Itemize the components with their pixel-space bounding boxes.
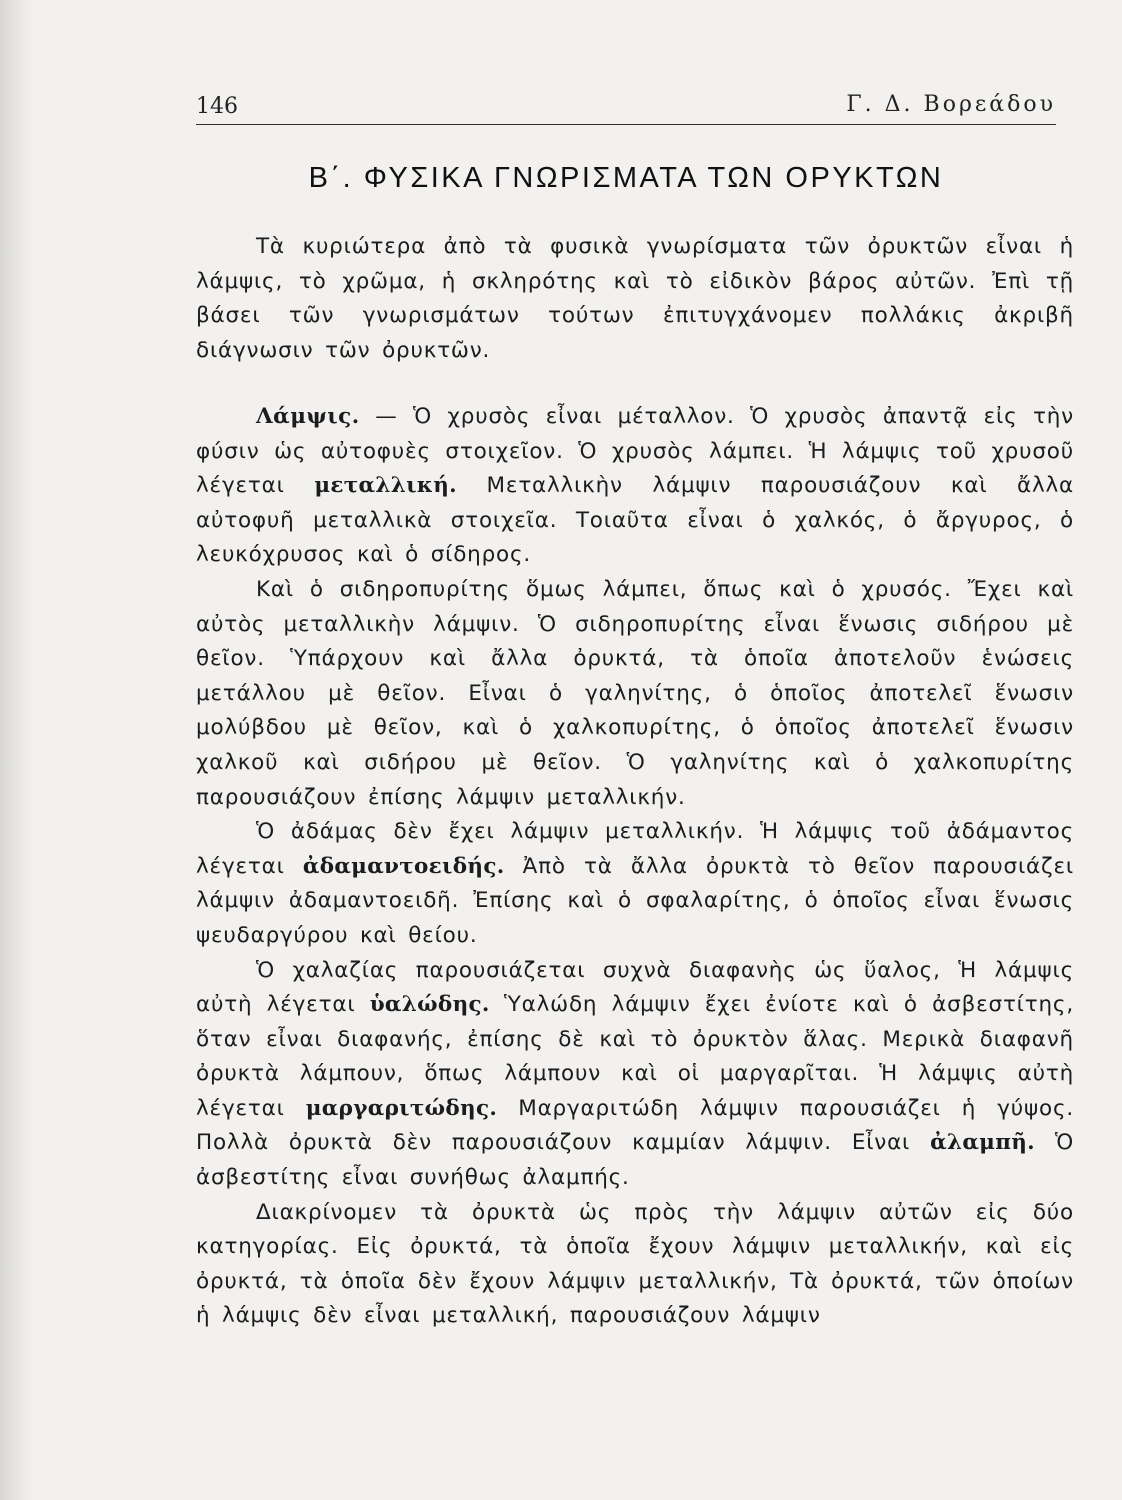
p4-text-a: Ὁ χαλαζίας παρουσιάζεται συχνὰ διαφανὴς ὡς ὕαλος, Ἡ λάμψις αὐτὴ λέγεται xyxy=(196,957,1074,1018)
term-adamantoeidis: ἀδαμαντοειδής. xyxy=(302,853,505,879)
page-edge-shadow xyxy=(0,0,34,1500)
term-margaritodis: μαργαριτώδης. xyxy=(305,1095,498,1121)
intro-paragraph: Τὰ κυριώτερα ἀπὸ τὰ φυσικὰ γνωρίσματα τῶν ὀρυκτῶν εἶναι ἡ λάμψις, τὸ χρῶμα, ἡ σκληρότης καὶ τὸ εἰδικὸν βάρος αὐτῶν. Ἐπὶ τῇ βάσει τῶν γνωρισμάτων τούτων ἐπιτυγχάνομεν πολλάκις ἀκριβῆ διάγνωσιν τῶν ὀρυκτῶν. xyxy=(196,234,1074,363)
p4-text-d: Ὁ ἀσβεστίτης εἶναι συνήθως ἀλαμπής. xyxy=(196,1130,1074,1191)
p1-text-b: Μεταλλικὴν λάμψιν παρουσιάζουν καὶ ἄλλα αὐτοφυῆ μεταλλικὰ στοιχεῖα. Τοιαῦτα εἶναι ὁ χαλκός, ὁ ἄργυρος, ὁ λευκόχρυσος καὶ ὁ σίδηρος. xyxy=(196,473,1075,568)
header-rule xyxy=(196,124,1056,125)
term-alampi: ἀλαμπῆ. xyxy=(930,1130,1035,1156)
page-number: 146 xyxy=(196,94,238,119)
lampsis-section xyxy=(196,400,1074,1334)
p3-text-b: Ἀπὸ τὰ ἄλλα ὀρυκτὰ τὸ θεῖον παρουσιάζει λάμψιν ἀδαμαντοειδῆ. Ἐπίσης καὶ ὁ σφαλαρίτης, ὁ ὁποῖος εἶναι ἕνωσις ψευδαργύρου καὶ θείου. xyxy=(196,853,1075,948)
running-head-author: Γ. Δ. Βορεάδου xyxy=(846,92,1056,117)
lampsis-paragraph-4 xyxy=(196,954,1074,1196)
term-metalliki: μεταλλική. xyxy=(314,473,457,499)
p3-text-a: Ὁ ἀδάμας δὲν ἔχει λάμψιν μεταλλικήν. Ἡ λάμψις τοῦ ἀδάμαντος λέγεται xyxy=(196,819,1074,879)
lampsis-paragraph-5: Διακρίνομεν τὰ ὀρυκτὰ ὡς πρὸς τὴν λάμψιν αὐτῶν εἰς δύο κατηγορίας. Εἰς ὀρυκτά, τὰ ὁποῖα ἔχουν λάμψιν μεταλλικήν, καὶ εἰς ὀρυκτά, τὰ ὁποῖα δὲν ἔχουν λάμψιν μεταλλικήν, Τὰ ὀρυκτά, τῶν ὁποίων ἡ λάμψις δὲν εἶναι μεταλλική, παρουσιάζουν λάμψιν xyxy=(196,1199,1074,1329)
chapter-title: Β΄. ΦΥΣΙΚΑ ΓΝΩΡΙΣΜΑΤΑ ΤΩΝ ΟΡΥΚΤΩΝ xyxy=(308,162,944,194)
p4-text-c: Μαργαριτώδη λάμψιν παρουσιάζει ἡ γύψος. Πολλὰ ὀρυκτὰ δὲν παρουσιάζουν καμμίαν λάμψιν. Εἶναι xyxy=(196,1095,1074,1156)
p4-text-b: Ὑαλώδη λάμψιν ἔχει ἐνίοτε καὶ ὁ ἀσβεστίτης, ὅταν εἶναι διαφανής, ἐπίσης δὲ καὶ τὸ ὀρυκτὸν ἅλας. Μερικὰ διαφανῆ ὀρυκτὰ λάμπουν, ὅπως λάμπουν καὶ οἱ μαργαρῖται. Ἡ λάμψις αὐτὴ λέγεται xyxy=(196,992,1074,1121)
intro-section xyxy=(196,230,1074,368)
lampsis-paragraph-3 xyxy=(196,815,1074,953)
section-heading-lampsis: Λάμψις. xyxy=(256,404,360,429)
term-yalodis: ὑαλώδης. xyxy=(369,992,490,1018)
lampsis-paragraph-2: Καὶ ὁ σιδηροπυρίτης ὅμως λάμπει, ὅπως καὶ ὁ χρυσός. Ἔχει καὶ αὐτὸς μεταλλικὴν λάμψιν. Ὁ σιδηροπυρίτης εἶναι ἕνωσις σιδήρου μὲ θεῖον. Ὑπάρχουν καὶ ἄλλα ὀρυκτά, τὰ ὁποῖα ἀποτελοῦν ἑνώσεις μετάλλου μὲ θεῖον. Εἶναι ὁ γαληνίτης, ὁ ὁποῖος ἀποτελεῖ ἕνωσιν μολύβδου μὲ θεῖον, καὶ ὁ χαλκοπυρίτης, ὁ ὁποῖος ἀποτελεῖ ἕνωσιν χαλκοῦ καὶ σιδήρου μὲ θεῖον. Ὁ γαληνίτης καὶ ὁ χαλκοπυρίτης παρουσιάζουν ἐπίσης λάμψιν μεταλλικήν. xyxy=(196,576,1074,810)
heading-dash: — xyxy=(375,404,398,429)
lampsis-paragraph-1 xyxy=(196,400,1074,573)
p1-text-a: Ὁ χρυσὸς εἶναι μέταλλον. Ὁ χρυσὸς ἀπαντᾷ εἰς τὴν φύσιν ὡς αὐτοφυὲς στοιχεῖον. Ὁ χρυσὸς λάμπει. Ἡ λάμψις τοῦ χρυσοῦ λέγεται xyxy=(196,404,1074,499)
